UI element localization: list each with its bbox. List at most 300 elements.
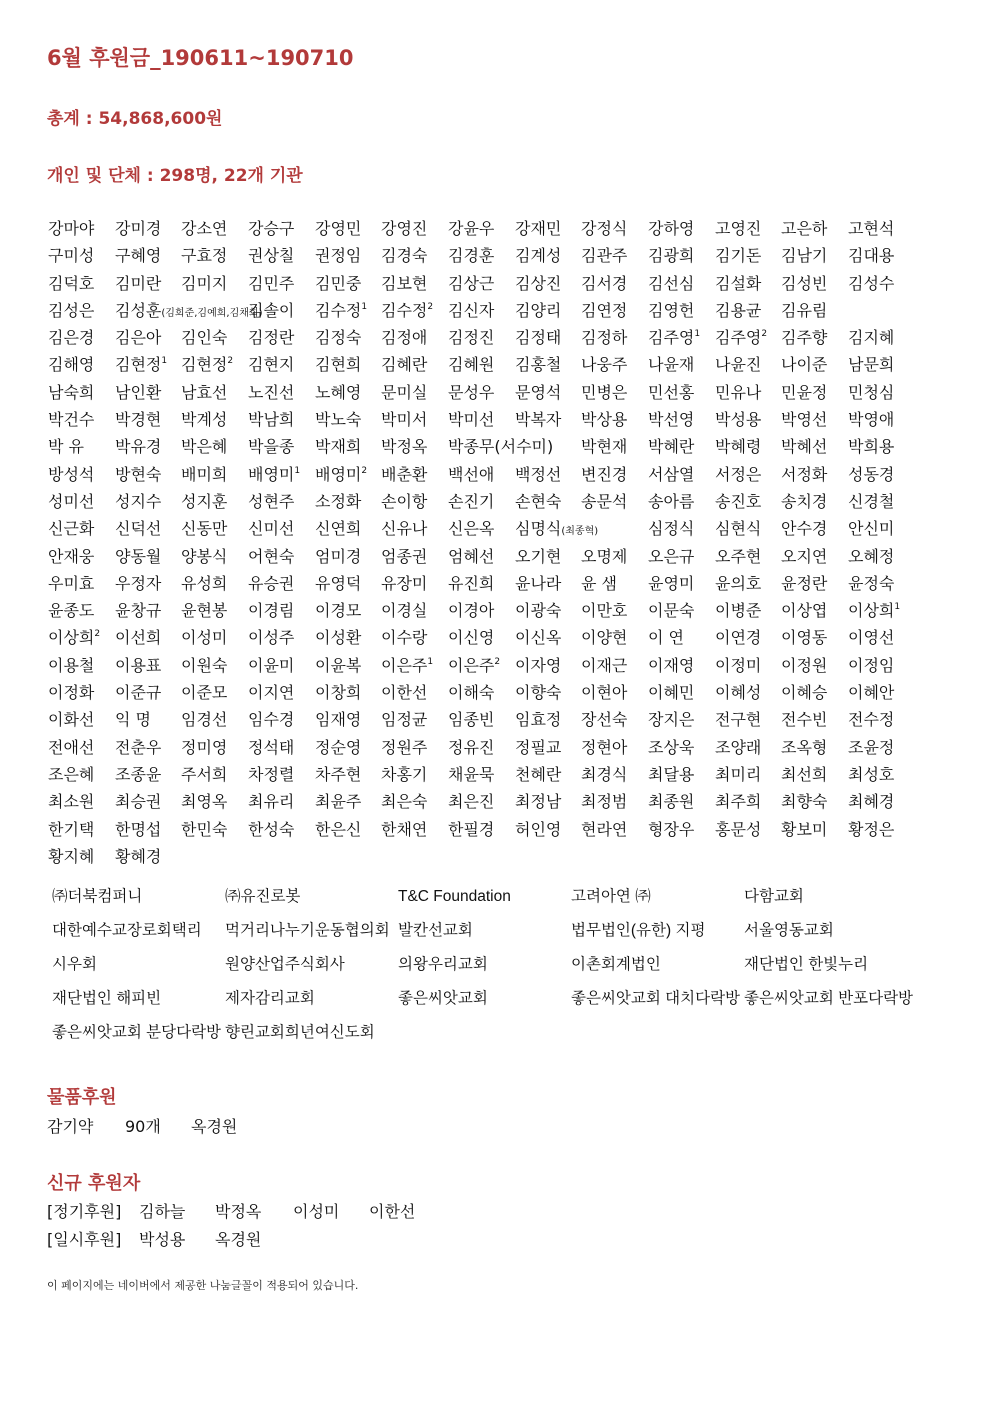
donor-name: 김정애 [381, 328, 428, 348]
donor-name: 최선희 [781, 764, 828, 784]
name-note: (최종혁) [561, 526, 599, 538]
donor-name: 소정화 [315, 491, 362, 511]
donor-name: 신유나 [381, 519, 428, 539]
donor-name: 김주영$^2$ [715, 328, 768, 348]
donor-name: 한필경 [448, 819, 495, 839]
organization-name: 좋은씨앗교회 대치다락방 [571, 990, 741, 1007]
organization-name: 향린교회희년여신도회 [225, 1024, 375, 1041]
donor-name: 권상칠 [248, 246, 295, 266]
name-index: 2 [761, 329, 768, 340]
regular-donor: 김하늘 [139, 1202, 186, 1221]
donor-name: 이광숙 [515, 601, 562, 621]
donor-name: 박영애 [848, 410, 895, 430]
donor-name: 김상근 [448, 273, 495, 293]
donor-name: 채윤묵 [448, 764, 495, 784]
donor-name: 최은진 [448, 792, 495, 812]
donor-name: 최정남 [515, 792, 562, 812]
donor-name: 정유진 [448, 737, 495, 757]
donor-name: 오은규 [648, 546, 695, 566]
donor-name: 성지훈 [181, 491, 228, 511]
donor-name: 이창희 [315, 683, 362, 703]
organization-name: 좋은씨앗교회 분당다락방 [52, 1024, 222, 1041]
donor-name: 한민숙 [181, 819, 228, 839]
donor-name: 천혜란 [515, 764, 562, 784]
donor-name: 구혜영 [115, 246, 162, 266]
donor-name: 이영선 [848, 628, 895, 648]
donor-name: 손이항 [381, 491, 428, 511]
onetime-donors-line [47, 1227, 261, 1250]
donor-name: 윤현봉 [181, 601, 228, 621]
donor-name: 김현정$^2$ [181, 355, 234, 375]
donor-name: 어현숙 [248, 546, 295, 566]
donor-name: 우정자 [115, 573, 162, 593]
donor-name: 김미지 [181, 273, 228, 293]
donor-name: 전수빈 [781, 710, 828, 730]
org-row [52, 986, 932, 1020]
donor-name: 서정은 [715, 464, 762, 484]
donor-name: 박현재 [581, 437, 628, 457]
donor-name: 최미리 [715, 764, 762, 784]
donor-name: 윤창규 [115, 601, 162, 621]
name-index: 1 [361, 301, 368, 312]
donor-name: 김정하 [581, 328, 628, 348]
donor-name: 박희용 [848, 437, 895, 457]
donor-name: 박상용 [581, 410, 628, 430]
donor-name: 김현정$^1$ [115, 355, 168, 375]
name-row [48, 352, 958, 379]
donor-name: 김보현 [381, 273, 428, 293]
donor-name: 이경림 [248, 601, 295, 621]
donor-name: 이향숙 [515, 683, 562, 703]
donor-name: 김영헌 [648, 300, 695, 320]
donor-name: 차주현 [315, 764, 362, 784]
name-index: 1 [161, 356, 168, 367]
donor-name: 박정옥 [381, 437, 428, 457]
name-row [48, 598, 958, 625]
organization-name: ㈜더북컴퍼니 [52, 888, 143, 905]
organization-name: ㈜유진로봇 [225, 888, 301, 905]
donor-name: 윤의호 [715, 573, 762, 593]
donor-name: 이지연 [248, 683, 295, 703]
donor-name: 윤나라 [515, 573, 562, 593]
donor-name: 이성환 [315, 628, 362, 648]
donor-name: 나이준 [781, 355, 828, 375]
donor-name: 이혜승 [781, 683, 828, 703]
donor-name: 서정화 [781, 464, 828, 484]
donor-name: 이혜안 [848, 683, 895, 703]
donor-name: 김혜원 [448, 355, 495, 375]
donor-name: 박경현 [115, 410, 162, 430]
name-index: 2 [494, 656, 501, 667]
donor-name: 송아름 [648, 491, 695, 511]
donor-name: 김현희 [315, 355, 362, 375]
name-index: 2 [94, 629, 101, 640]
name-row [48, 407, 958, 434]
donor-name: 배춘환 [381, 464, 428, 484]
donor-name: 구미성 [48, 246, 95, 266]
donor-name: 형장우 [648, 819, 695, 839]
donor-name: 최유리 [248, 792, 295, 812]
goods-donor: 옥경원 [191, 1117, 238, 1136]
donor-name: 성지수 [115, 491, 162, 511]
organization-name: 재단법인 해피빈 [52, 990, 162, 1007]
name-row [48, 844, 958, 871]
page-title: 6월 후원금_190611~190710 [47, 46, 354, 70]
donor-name: 이신영 [448, 628, 495, 648]
donor-name: 이양현 [581, 628, 628, 648]
donor-name: 김용균 [715, 300, 762, 320]
donor-name: 정현아 [581, 737, 628, 757]
donor-name: 최윤주 [315, 792, 362, 812]
donor-name: 이경모 [315, 601, 362, 621]
donor-name: 이신옥 [515, 628, 562, 648]
donor-name: 송치경 [781, 491, 828, 511]
donor-name: 강재민 [515, 219, 562, 238]
donor-name: 백선애 [448, 464, 495, 484]
donor-name: 임재영 [315, 710, 362, 730]
name-row [48, 735, 958, 762]
donor-name: 손현숙 [515, 491, 562, 511]
donor-name: 박을종 [248, 437, 295, 457]
donor-name: 박미서 [381, 410, 428, 430]
organization-list [52, 884, 932, 1054]
donor-name: 권정임 [315, 246, 362, 266]
donor-name: 신근화 [48, 519, 95, 539]
donor-name: 신덕선 [115, 519, 162, 539]
donor-name: 김성훈(김희준,김예희,김채희) [115, 300, 263, 320]
donor-name: 박건수 [48, 410, 95, 430]
donor-name: 이준모 [181, 683, 228, 703]
donor-name: 최은숙 [381, 792, 428, 812]
organization-name: 고려아연 ㈜ [571, 888, 651, 905]
donor-name: 성현주 [248, 491, 295, 511]
donor-name: 한기택 [48, 819, 95, 839]
org-row [52, 952, 932, 986]
donor-name: 김인숙 [181, 328, 228, 348]
donor-name: 김수정$^2$ [381, 300, 434, 320]
regular-donors-line [47, 1199, 415, 1222]
donor-name: 윤종도 [48, 601, 95, 621]
donor-name: 민병은 [581, 382, 628, 402]
name-index: 1 [427, 656, 434, 667]
donor-name: 심정식 [648, 519, 695, 539]
donor-name: 조종윤 [115, 764, 162, 784]
donor-name: 이화선 [48, 710, 95, 730]
donor-name: 황보미 [781, 819, 828, 839]
donor-name: 김해영 [48, 355, 95, 375]
donor-name: 김남기 [781, 246, 828, 266]
donor-name: 이혜성 [715, 683, 762, 703]
donor-name: 전애선 [48, 737, 95, 757]
name-note: (김희준,김예희,김채희) [161, 307, 263, 319]
donor-name: 고현석 [848, 219, 895, 238]
donor-name: 유성희 [181, 573, 228, 593]
donor-name: 주서희 [181, 764, 228, 784]
donor-name: 고영진 [715, 219, 762, 238]
donor-name: 김정진 [448, 328, 495, 348]
goods-item: 감기약 [47, 1117, 94, 1136]
donor-name: 김정태 [515, 328, 562, 348]
donor-name: 민유나 [715, 382, 762, 402]
name-row [48, 243, 958, 270]
donor-name: 강마야 [48, 219, 95, 238]
donor-name: 민청심 [848, 382, 895, 402]
donor-name: 배영미$^1$ [248, 464, 301, 484]
name-row [48, 817, 958, 844]
name-row [48, 762, 958, 789]
donor-name: 이은주$^2$ [448, 655, 501, 675]
donor-name: 노진선 [248, 382, 295, 402]
organization-name: T&C Foundation [398, 888, 511, 905]
donor-name-list [48, 216, 958, 871]
donor-name: 신연희 [315, 519, 362, 539]
donor-name: 강영민 [315, 219, 362, 238]
org-row [52, 1020, 932, 1054]
donor-name: 김유림 [781, 300, 828, 320]
donor-name: 최혜경 [848, 792, 895, 812]
donor-name: 조양래 [715, 737, 762, 757]
onetime-donor: 옥경원 [215, 1230, 262, 1249]
donor-name: 황정은 [848, 819, 895, 839]
donor-name: 박혜란 [648, 437, 695, 457]
name-index: 1 [894, 602, 901, 613]
donor-name: 나윤진 [715, 355, 762, 375]
donor-name: 김기돈 [715, 246, 762, 266]
donor-name: 이재영 [648, 655, 695, 675]
donor-name: 이은주$^1$ [381, 655, 434, 675]
donor-name: 김서경 [581, 273, 628, 293]
organization-name: 의왕우리교회 [398, 956, 488, 973]
donor-name: 정미영 [181, 737, 228, 757]
donor-name: 변진경 [581, 464, 628, 484]
goods-qty: 90개 [125, 1117, 161, 1136]
donor-name: 이현아 [581, 683, 628, 703]
donor-name: 문성우 [448, 382, 495, 402]
new-donors-title: 신규 후원자 [47, 1173, 141, 1194]
org-row [52, 918, 932, 952]
donor-name: 김현지 [248, 355, 295, 375]
donor-name: 김덕호 [48, 273, 95, 293]
donor-name: 박재희 [315, 437, 362, 457]
donor-name: 황지혜 [48, 846, 95, 866]
donor-name: 이준규 [115, 683, 162, 703]
donor-name: 박유경 [115, 437, 162, 457]
donor-name: 임효정 [515, 710, 562, 730]
organization-name: 제자감리교회 [225, 990, 315, 1007]
donor-name: 나윤재 [648, 355, 695, 375]
organization-name: 원양산업주식회사 [225, 956, 345, 973]
donor-name: 이원숙 [181, 655, 228, 675]
donor-name: 박남희 [248, 410, 295, 430]
donor-name: 고은하 [781, 219, 828, 238]
donor-name: 이정임 [848, 655, 895, 675]
donor-name: 오명제 [581, 546, 628, 566]
donor-name: 이수랑 [381, 628, 428, 648]
donor-name: 성미선 [48, 491, 95, 511]
donor-name: 김미란 [115, 273, 162, 293]
donor-name: 허인영 [515, 819, 562, 839]
donor-name: 김성은 [48, 300, 95, 320]
donor-name: 전구현 [715, 710, 762, 730]
donor-name: 임경선 [181, 710, 228, 730]
donor-name: 이해숙 [448, 683, 495, 703]
donor-name: 민선홍 [648, 382, 695, 402]
donor-name: 조은혜 [48, 764, 95, 784]
donor-name: 장지은 [648, 710, 695, 730]
donor-name: 이성주 [248, 628, 295, 648]
goods-section-title: 물품후원 [47, 1087, 117, 1108]
name-index: 2 [361, 465, 368, 476]
donor-name: 민윤정 [781, 382, 828, 402]
donor-name: 양봉식 [181, 546, 228, 566]
donor-name: 윤정란 [781, 573, 828, 593]
donor-name: 김대용 [848, 246, 895, 266]
donor-name: 차정렬 [248, 764, 295, 784]
donor-name: 오주현 [715, 546, 762, 566]
donor-name: 신경철 [848, 491, 895, 511]
donor-name: 김정숙 [315, 328, 362, 348]
donor-name: 이상희$^1$ [848, 601, 901, 621]
donor-name: 이재근 [581, 655, 628, 675]
donor-name: 엄종권 [381, 546, 428, 566]
donor-name: 이윤복 [315, 655, 362, 675]
donor-name: 김설화 [715, 273, 762, 293]
donor-name: 전춘우 [115, 737, 162, 757]
donor-name: 한명섭 [115, 819, 162, 839]
donor-name: 김솔이 [248, 300, 295, 320]
donor-name: 임정균 [381, 710, 428, 730]
donor-name: 이상엽 [781, 601, 828, 621]
name-row [48, 571, 958, 598]
donor-name: 백정선 [515, 464, 562, 484]
donor-name: 배미희 [181, 464, 228, 484]
organization-name: 좋은씨앗교회 반포다락방 [744, 990, 914, 1007]
donor-name: 배영미$^2$ [315, 464, 368, 484]
donor-name: 남숙희 [48, 382, 95, 402]
donor-name: 손진기 [448, 491, 495, 511]
organization-name: 먹거리나누기운동협의회 [225, 922, 390, 939]
name-row [48, 789, 958, 816]
donor-name: 김광희 [648, 246, 695, 266]
donor-name: 김주향 [781, 328, 828, 348]
donor-name: 임종빈 [448, 710, 495, 730]
donor-name: 이혜민 [648, 683, 695, 703]
donor-name: 김양리 [515, 300, 562, 320]
onetime-label: [일시후원] [47, 1230, 122, 1249]
donor-name: 강하영 [648, 219, 695, 238]
donor-name: 이정원 [781, 655, 828, 675]
donor-name: 신동만 [181, 519, 228, 539]
donor-name: 신미선 [248, 519, 295, 539]
donor-name: 박종무(서수미) [448, 437, 554, 457]
donor-name: 한채연 [381, 819, 428, 839]
donor-name: 이성미 [181, 628, 228, 648]
donor-name: 김경훈 [448, 246, 495, 266]
donor-name: 김민주 [248, 273, 295, 293]
donor-name: 문영석 [515, 382, 562, 402]
donor-name: 김수정$^1$ [315, 300, 368, 320]
donor-name: 박은혜 [181, 437, 228, 457]
donor-name: 박노숙 [315, 410, 362, 430]
total-amount: 총계 : 54,868,600원 [47, 109, 223, 129]
donor-name: 김민중 [315, 273, 362, 293]
donor-name: 윤영미 [648, 573, 695, 593]
donor-name: 강윤우 [448, 219, 495, 238]
regular-donor: 이한선 [369, 1202, 416, 1221]
donor-name: 전수정 [848, 710, 895, 730]
donor-name: 김신자 [448, 300, 495, 320]
name-row [48, 707, 958, 734]
donor-name: 조상욱 [648, 737, 695, 757]
donor-name: 심현식 [715, 519, 762, 539]
name-row [48, 271, 958, 298]
donor-name: 박복자 [515, 410, 562, 430]
donor-name: 최경식 [581, 764, 628, 784]
org-row [52, 884, 932, 918]
donor-name: 엄미경 [315, 546, 362, 566]
regular-donor: 박정옥 [215, 1202, 262, 1221]
donor-name: 김성수 [848, 273, 895, 293]
donor-name: 김홍철 [515, 355, 562, 375]
onetime-donor: 박성용 [139, 1230, 186, 1249]
name-row [48, 544, 958, 571]
donor-name: 안신미 [848, 519, 895, 539]
donor-name: 이선희 [115, 628, 162, 648]
donor-name: 정순영 [315, 737, 362, 757]
donor-name: 이용표 [115, 655, 162, 675]
name-row [48, 380, 958, 407]
donor-name: 강미경 [115, 219, 162, 238]
donor-name: 이정미 [715, 655, 762, 675]
donor-name: 김정란 [248, 328, 295, 348]
donor-name: 박혜령 [715, 437, 762, 457]
donor-name: 이한선 [381, 683, 428, 703]
donor-name: 익 명 [115, 710, 151, 730]
name-index: 1 [694, 329, 701, 340]
donor-name: 송문석 [581, 491, 628, 511]
donor-name: 윤정숙 [848, 573, 895, 593]
donor-name: 박계성 [181, 410, 228, 430]
donor-name: 박혜선 [781, 437, 828, 457]
donor-name: 황혜경 [115, 846, 162, 866]
donor-name: 송진호 [715, 491, 762, 511]
donor-name: 이정화 [48, 683, 95, 703]
donor-name: 김계성 [515, 246, 562, 266]
donor-name: 이 연 [648, 628, 684, 648]
name-row [48, 516, 958, 543]
donor-name: 조윤정 [848, 737, 895, 757]
donor-name: 오혜정 [848, 546, 895, 566]
donor-name: 나웅주 [581, 355, 628, 375]
donor-name: 양동월 [115, 546, 162, 566]
donor-name: 김상진 [515, 273, 562, 293]
donor-name: 이자영 [515, 655, 562, 675]
donor-name: 안재웅 [48, 546, 95, 566]
donor-name: 이경아 [448, 601, 495, 621]
name-row [48, 489, 958, 516]
donor-name: 남문희 [848, 355, 895, 375]
donor-name: 이만호 [581, 601, 628, 621]
donor-name: 최달용 [648, 764, 695, 784]
donor-name: 신은옥 [448, 519, 495, 539]
donor-name: 최종원 [648, 792, 695, 812]
donor-name: 최향숙 [781, 792, 828, 812]
donor-name: 최주희 [715, 792, 762, 812]
organization-name: 다함교회 [744, 888, 804, 905]
donor-name: 이경실 [381, 601, 428, 621]
donor-name: 김경숙 [381, 246, 428, 266]
donor-name: 김성빈 [781, 273, 828, 293]
